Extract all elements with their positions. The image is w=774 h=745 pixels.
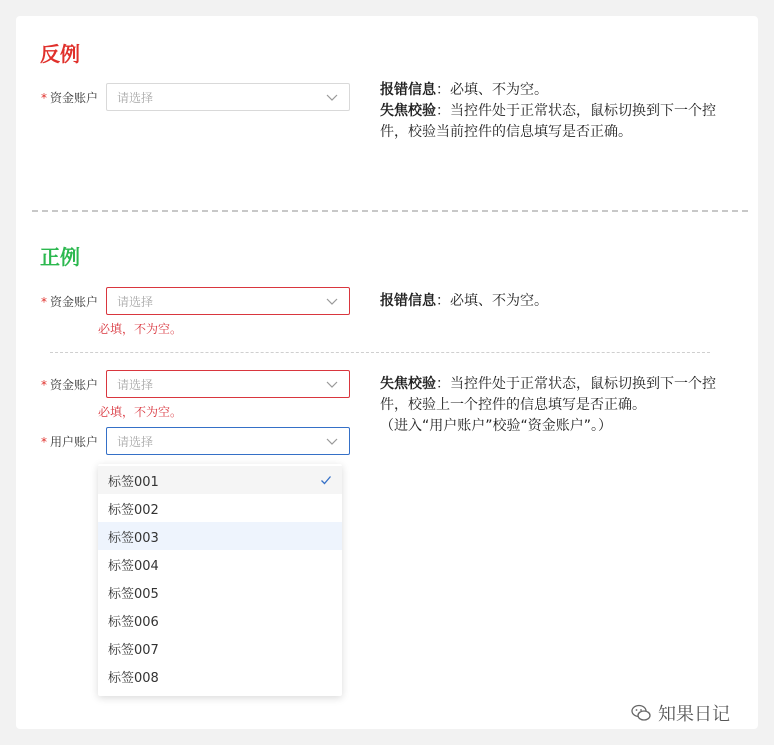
- correct-example-title: 正例: [40, 245, 80, 269]
- dropdown-option[interactable]: 标签003: [98, 522, 342, 550]
- fund-account-field-case2: [32, 370, 350, 398]
- chevron-down-icon: [325, 90, 339, 104]
- select-placeholder: 请选择: [117, 294, 154, 309]
- fund-account-select-error[interactable]: [106, 287, 350, 315]
- user-account-select-focused[interactable]: [106, 427, 350, 455]
- field-label: * 资金账户: [40, 294, 98, 309]
- dropdown-option[interactable]: 标签005: [108, 586, 159, 602]
- dropdown-option[interactable]: 标签007: [108, 642, 159, 658]
- user-account-dropdown: [98, 464, 342, 696]
- select-placeholder: 请选择: [117, 434, 154, 449]
- field-label: * 资金账户: [40, 90, 98, 105]
- field-label: * 资金账户: [40, 377, 98, 392]
- chevron-down-icon: [325, 434, 339, 448]
- fund-account-select-error[interactable]: [106, 370, 350, 398]
- check-icon: [320, 474, 332, 486]
- chevron-down-icon: [325, 377, 339, 391]
- fund-account-field-counter: [32, 83, 350, 111]
- fund-account-select[interactable]: [106, 83, 350, 111]
- select-placeholder: 请选择: [117, 377, 154, 392]
- counter-example-description: 报错信息：必填、不为空。 失焦校验：当控件处于正常状态，鼠标切换到下一个控件，校验当前控件的信息填写是否正确。: [380, 82, 716, 140]
- dropdown-option[interactable]: 标签001: [98, 466, 342, 494]
- watermark: [630, 700, 730, 726]
- case1-description: 报错信息：必填、不为空。: [380, 293, 548, 309]
- case2-description: 失焦校验：当控件处于正常状态，鼠标切换到下一个控件，校验上一个控件的信息填写是否正确。 （进入“用户账户”校验“资金账户”。）: [380, 376, 716, 434]
- field-label: * 用户账户: [40, 434, 98, 449]
- dropdown-option[interactable]: 标签008: [108, 670, 159, 686]
- error-message: 必填，不为空。: [98, 405, 183, 419]
- watermark-text: 知果日记: [658, 704, 730, 725]
- wechat-icon: [630, 702, 652, 724]
- fund-account-field-case1: [32, 287, 350, 315]
- dropdown-option[interactable]: 标签006: [108, 614, 159, 630]
- counter-example-title: 反例: [40, 42, 80, 66]
- content-card: [16, 16, 758, 729]
- select-placeholder: 请选择: [117, 90, 154, 105]
- chevron-down-icon: [325, 294, 339, 308]
- dropdown-option[interactable]: 标签002: [108, 502, 159, 518]
- section-divider: [32, 210, 748, 212]
- case-divider: [50, 352, 710, 353]
- dropdown-option[interactable]: 标签004: [108, 558, 159, 574]
- error-message: 必填，不为空。: [98, 322, 183, 336]
- user-account-field: [32, 427, 350, 455]
